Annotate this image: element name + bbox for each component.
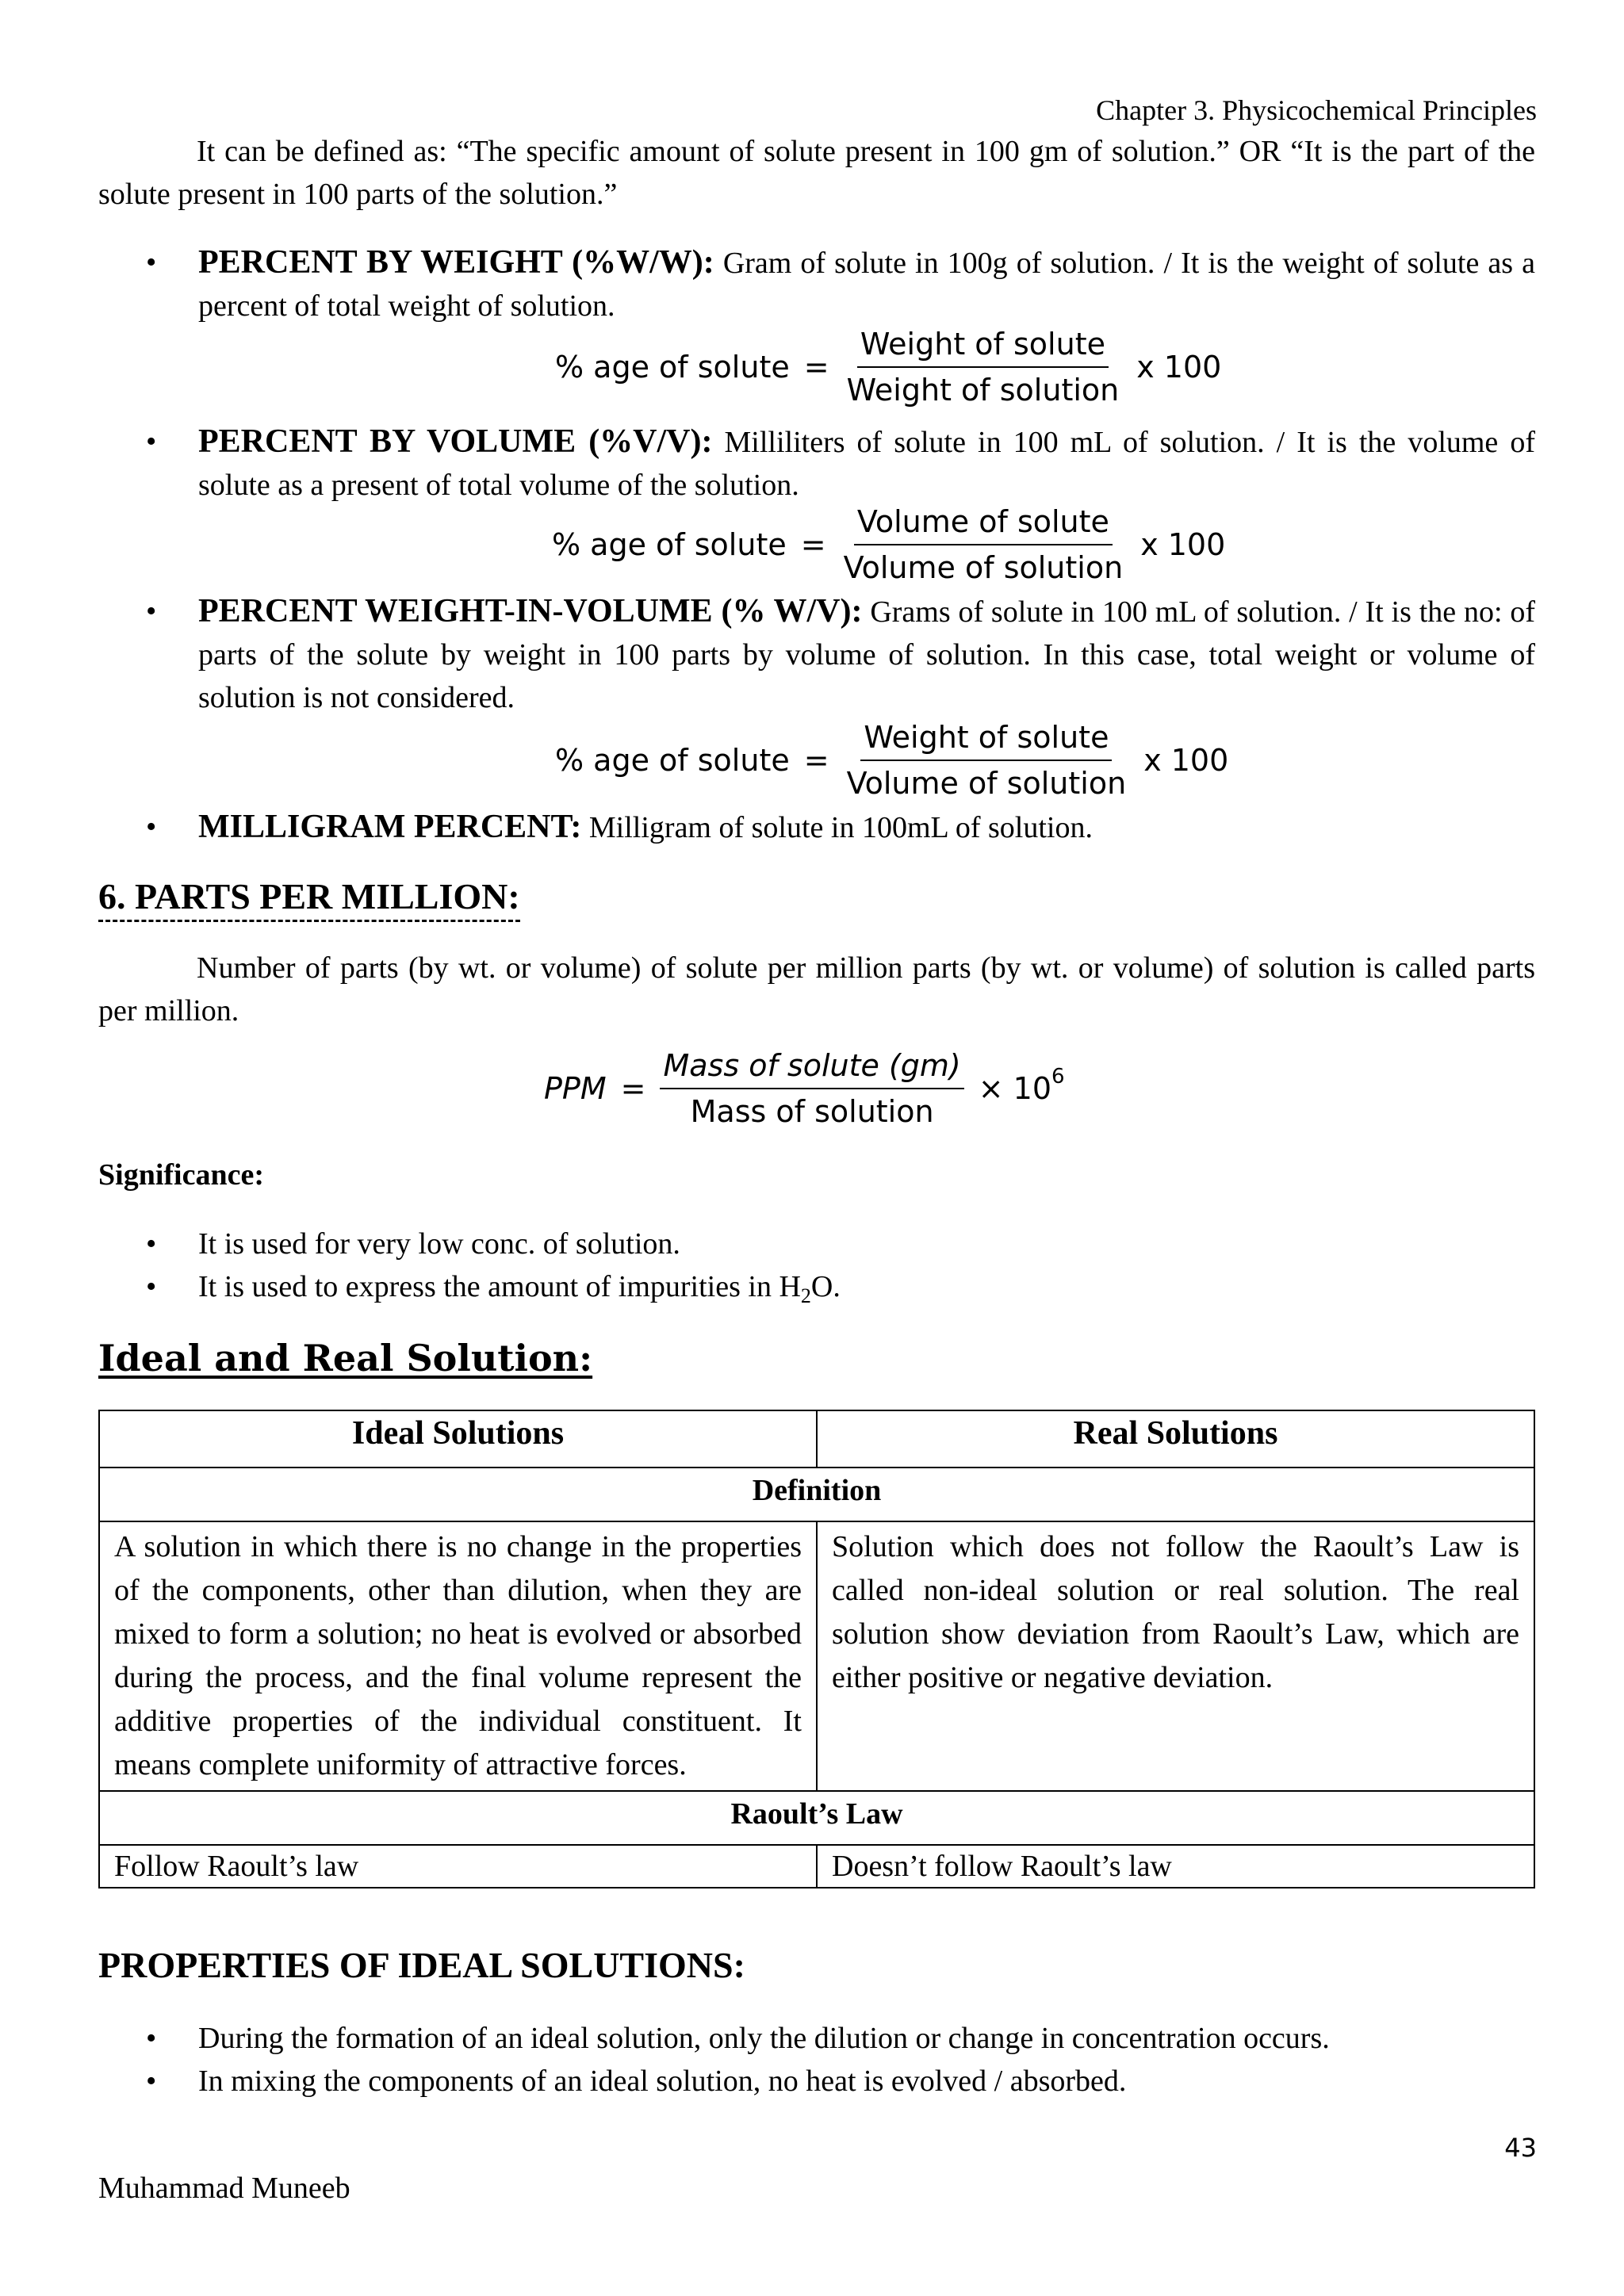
item-text: It is used to express the amount of impurities in H <box>198 1270 801 1303</box>
fraction-numerator: Weight of solute <box>857 327 1109 368</box>
list-item <box>98 1265 1535 1308</box>
percent-list-3 <box>98 590 1535 719</box>
subscript: 2 <box>800 1284 811 1307</box>
heading-properties-ideal-solutions: PROPERTIES OF IDEAL SOLUTIONS: <box>98 1945 745 1985</box>
fraction-denominator: Volume of solution <box>843 550 1124 585</box>
list-item: • During the formation of an ideal solution, only the dilution or change in concentration occurs. <box>98 2017 1535 2060</box>
term-description: Milligram of solute in 100mL of solution. <box>581 811 1093 844</box>
significance-list <box>98 1223 1535 1308</box>
term-percent-volume: PERCENT BY VOLUME (%V/V): <box>198 423 713 460</box>
section-definition: Definition <box>99 1468 1534 1521</box>
term-milligram-percent: MILLIGRAM PERCENT: <box>198 809 582 845</box>
formula-ppm <box>544 1048 1065 1129</box>
list-item <box>98 806 1535 849</box>
list-item: • In mixing the components of an ideal solution, no heat is evolved / absorbed. <box>98 2060 1535 2103</box>
ideal-raoult-cell: Follow Raoult’s law <box>99 1845 817 1888</box>
real-raoult-cell: Doesn’t follow Raoult’s law <box>817 1845 1534 1888</box>
formula-multiplier: x 100 <box>1140 527 1226 562</box>
percent-list-2 <box>98 420 1535 507</box>
term-description: Gram of solute in 100g of solution. / It is the weight of solute as a percent of total weight of solution. <box>198 247 1535 323</box>
formula-percent-volume <box>552 504 1225 585</box>
term-percent-weight-in-volume: PERCENT WEIGHT-IN-VOLUME (% W/V): <box>198 593 863 629</box>
formula-multiplier: x 100 <box>1143 743 1229 778</box>
table-header-row <box>99 1410 1534 1468</box>
multiplier-exponent: 6 <box>1051 1065 1065 1089</box>
list-item: • It is used for very low conc. of solution. <box>98 1223 1535 1265</box>
formula-fraction <box>841 504 1127 585</box>
section-raoults-law: Raoult’s Law <box>99 1791 1534 1845</box>
formula-equals: = <box>800 527 826 562</box>
fraction-numerator: Weight of solute <box>860 720 1112 761</box>
formula-fraction <box>844 720 1130 801</box>
column-header-ideal: Ideal Solutions <box>99 1410 817 1468</box>
formula-lhs: % age of solute <box>552 527 787 562</box>
formula-lhs: % age of solute <box>555 743 790 778</box>
list-item <box>98 420 1535 507</box>
formula-equals: = <box>803 743 829 778</box>
formula-lhs: % age of solute <box>555 350 790 385</box>
formula-equals: = <box>803 350 829 385</box>
heading-significance: Significance: <box>98 1158 264 1192</box>
ideal-definition-cell: A solution in which there is no change in the properties of the components, other than dilution, when they are mixed to form a solution; no heat is evolved or absorbed during the process, and the final volume represent the additive properties of the individual constituent. It means complete uniformity of attractive forces. <box>99 1521 817 1791</box>
formula-multiplier: x 100 <box>1136 350 1222 385</box>
column-header-real: Real Solutions <box>817 1410 1534 1468</box>
term-percent-weight: PERCENT BY WEIGHT (%W/W): <box>198 244 714 281</box>
formula-percent-weight-in-volume <box>555 720 1228 801</box>
author-footer: Muhammad Muneeb <box>98 2172 350 2205</box>
table-section-row <box>99 1791 1534 1845</box>
formula-fraction <box>844 327 1123 408</box>
formula-equals: = <box>620 1071 646 1106</box>
formula-fraction <box>660 1048 963 1129</box>
comparison-table <box>98 1410 1535 1888</box>
formula-multiplier <box>978 1065 1065 1106</box>
formula-percent-weight <box>555 327 1221 408</box>
list-item <box>98 590 1535 719</box>
percent-list-4 <box>98 806 1535 849</box>
intro-paragraph: It can be defined as: “The specific amount of solute present in 100 gm of solution.” OR “It is the part of the solute present in 100 parts of the solution.” <box>98 135 1535 211</box>
table-row <box>99 1521 1534 1791</box>
item-text: O. <box>810 1270 841 1303</box>
fraction-denominator: Mass of solution <box>690 1094 934 1129</box>
fraction-numerator: Mass of solute (gm) <box>660 1048 963 1089</box>
running-header: Chapter 3. Physicochemical Principles <box>1096 94 1537 126</box>
term-description: Milliliters of solute in 100 mL of solution. / It is the volume of solute as a present of total volume of the solution. <box>198 426 1535 502</box>
multiplier-base: × 10 <box>978 1071 1052 1106</box>
fraction-denominator: Weight of solution <box>846 373 1120 408</box>
list-item <box>98 241 1535 327</box>
ppm-paragraph: Number of parts (by wt. or volume) of solute per million parts (by wt. or volume) of solution is called parts per million. <box>98 951 1535 1027</box>
page-number: 43 <box>1504 2133 1537 2163</box>
table-section-row <box>99 1468 1534 1521</box>
term-description: Grams of solute in 100 mL of solution. / It is the no: of parts of the solute by weight in 100 parts by volume of solution. In this case, total weight or volume of solution is not considered. <box>198 595 1535 714</box>
formula-lhs: PPM <box>544 1071 607 1106</box>
fraction-denominator: Volume of solution <box>846 766 1127 801</box>
fraction-numerator: Volume of solute <box>854 504 1113 545</box>
heading-parts-per-million: 6. PARTS PER MILLION: <box>98 874 520 922</box>
percent-list-1 <box>98 241 1535 327</box>
real-definition-cell: Solution which does not follow the Raoult’s Law is called non-ideal solution or real solution. The real solution show deviation from Raoult’s Law, which are either positive or negative deviation. <box>817 1521 1534 1791</box>
properties-list <box>98 2017 1535 2103</box>
heading-ideal-real-solution: Ideal and Real Solution: <box>98 1337 593 1380</box>
table-row <box>99 1845 1534 1888</box>
